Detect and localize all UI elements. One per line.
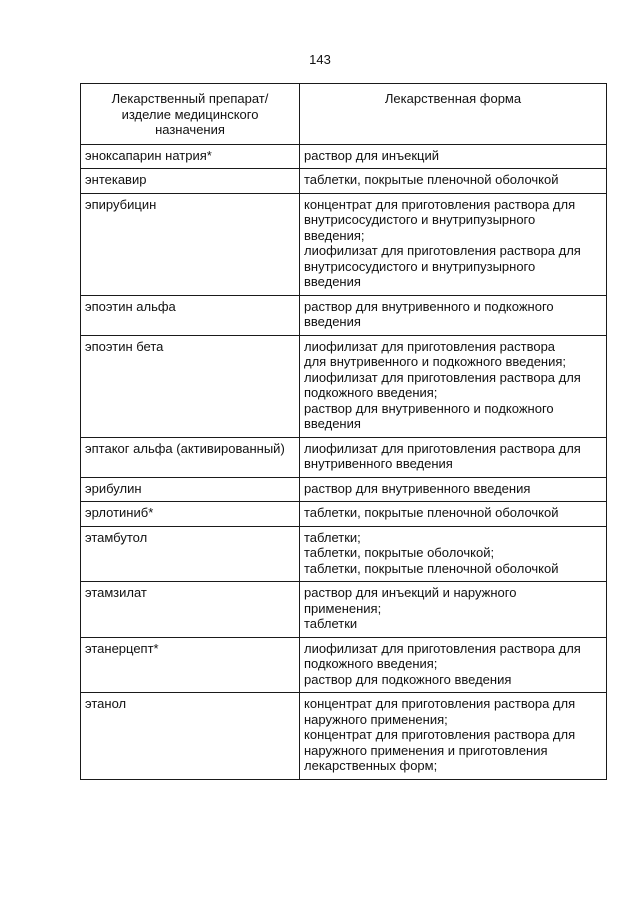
header-drug-line: изделие медицинского <box>121 106 259 122</box>
dosage-form-cell <box>300 477 607 502</box>
table-row <box>81 526 607 582</box>
dosage-form-line: введения; <box>304 227 365 243</box>
dosage-form-line: таблетки, покрытые оболочкой; <box>304 545 495 560</box>
dosage-form-line: внутрисосудистого и внутрипузырного <box>304 258 536 274</box>
dosage-form-cell <box>300 526 607 582</box>
dosage-form-cell <box>300 169 607 194</box>
drug-name: этамзилат <box>85 585 147 600</box>
drug-name: этанол <box>85 696 127 711</box>
table-header-row <box>81 84 607 145</box>
table-row <box>81 295 607 335</box>
drug-name: энтекавир <box>85 172 147 187</box>
drug-name-cell <box>81 693 300 780</box>
dosage-form-line: подкожного введения; <box>304 656 438 671</box>
dosage-form-line: наружного применения и приготовления <box>304 742 548 758</box>
dosage-form-line: введения <box>304 416 361 431</box>
table-row <box>81 477 607 502</box>
dosage-form-line: применения; <box>304 600 382 616</box>
dosage-form-line: введения <box>304 274 361 289</box>
dosage-form-line: лиофилизат для приготовления раствора для <box>304 440 581 456</box>
dosage-form-cell <box>300 335 607 437</box>
header-drug <box>81 84 300 145</box>
header-form-line: Лекарственная форма <box>384 91 522 106</box>
dosage-form-line: лекарственных форм; <box>304 758 438 773</box>
dosage-form-cell <box>300 637 607 693</box>
drug-name-cell <box>81 502 300 527</box>
dosage-form-line: таблетки, покрытые пленочной оболочкой <box>304 505 559 520</box>
header-form <box>300 84 607 145</box>
table-row <box>81 637 607 693</box>
dosage-form-line: концентрат для приготовления раствора для <box>304 196 576 212</box>
table-row <box>81 693 607 780</box>
header-drug-line: назначения <box>155 122 225 137</box>
drug-name: эрлотиниб* <box>85 505 154 520</box>
dosage-form-line: таблетки <box>304 616 358 631</box>
drug-form-table <box>80 83 607 780</box>
dosage-form-line: внутрисосудистого и внутрипузырного <box>304 212 536 227</box>
drug-name-cell <box>81 582 300 638</box>
dosage-form-cell <box>300 582 607 638</box>
dosage-form-cell <box>300 144 607 169</box>
drug-name-cell <box>81 335 300 437</box>
dosage-form-line: наружного применения; <box>304 711 448 727</box>
header-drug-line: Лекарственный препарат/ <box>111 91 269 106</box>
dosage-form-cell <box>300 437 607 477</box>
dosage-form-cell <box>300 693 607 780</box>
drug-name: эпоэтин альфа <box>85 298 176 314</box>
dosage-form-line: подкожного введения; <box>304 385 438 400</box>
drug-name-cell <box>81 295 300 335</box>
dosage-form-line: раствор для внутривенного и подкожного <box>304 400 554 416</box>
drug-name: эпоэтин бета <box>85 338 164 354</box>
dosage-form-line: раствор для подкожного введения <box>304 671 512 687</box>
table-row <box>81 144 607 169</box>
drug-name-cell <box>81 477 300 502</box>
drug-name: эпирубицин <box>85 196 157 212</box>
drug-name-cell <box>81 437 300 477</box>
dosage-form-cell <box>300 193 607 295</box>
drug-name-cell <box>81 526 300 582</box>
dosage-form-line: внутривенного введения <box>304 456 453 471</box>
dosage-form-line: раствор для внутривенного и подкожного <box>304 298 554 314</box>
table-row <box>81 169 607 194</box>
table-row <box>81 437 607 477</box>
drug-name-cell <box>81 144 300 169</box>
dosage-form-line: для внутривенного и подкожного введения; <box>304 354 567 369</box>
dosage-form-line: концентрат для приготовления раствора для <box>304 727 576 742</box>
dosage-form-line: раствор для внутривенного введения <box>304 480 531 496</box>
drug-name-cell <box>81 193 300 295</box>
table-row <box>81 335 607 437</box>
dosage-form-line: таблетки, покрытые пленочной оболочкой <box>304 172 559 187</box>
dosage-form-line: лиофилизат для приготовления раствора для <box>304 243 581 258</box>
dosage-form-line: лиофилизат для приготовления раствора для <box>304 369 581 385</box>
dosage-form-line: введения <box>304 314 361 329</box>
table-body <box>81 144 607 779</box>
drug-name-cell <box>81 637 300 693</box>
drug-name: этанерцепт* <box>85 640 159 656</box>
drug-name: эптаког альфа (активированный) <box>85 440 285 456</box>
drug-name: этамбутол <box>85 529 148 545</box>
dosage-form-line: таблетки, покрытые пленочной оболочкой <box>304 560 559 576</box>
dosage-form-line: концентрат для приготовления раствора для <box>304 696 576 711</box>
dosage-form-line: лиофилизат для приготовления раствора <box>304 338 556 354</box>
drug-name: эноксапарин натрия* <box>85 147 212 163</box>
table-row <box>81 193 607 295</box>
dosage-form-cell <box>300 295 607 335</box>
dosage-form-line: лиофилизат для приготовления раствора для <box>304 640 581 656</box>
table-row <box>81 582 607 638</box>
table-row <box>81 502 607 527</box>
dosage-form-line: раствор для инъекций <box>304 147 440 163</box>
dosage-form-line: таблетки; <box>304 529 361 545</box>
dosage-form-line: раствор для инъекций и наружного <box>304 585 517 600</box>
page-number: 143 <box>309 52 331 67</box>
dosage-form-cell <box>300 502 607 527</box>
drug-name-cell <box>81 169 300 194</box>
drug-name: эрибулин <box>85 480 142 496</box>
